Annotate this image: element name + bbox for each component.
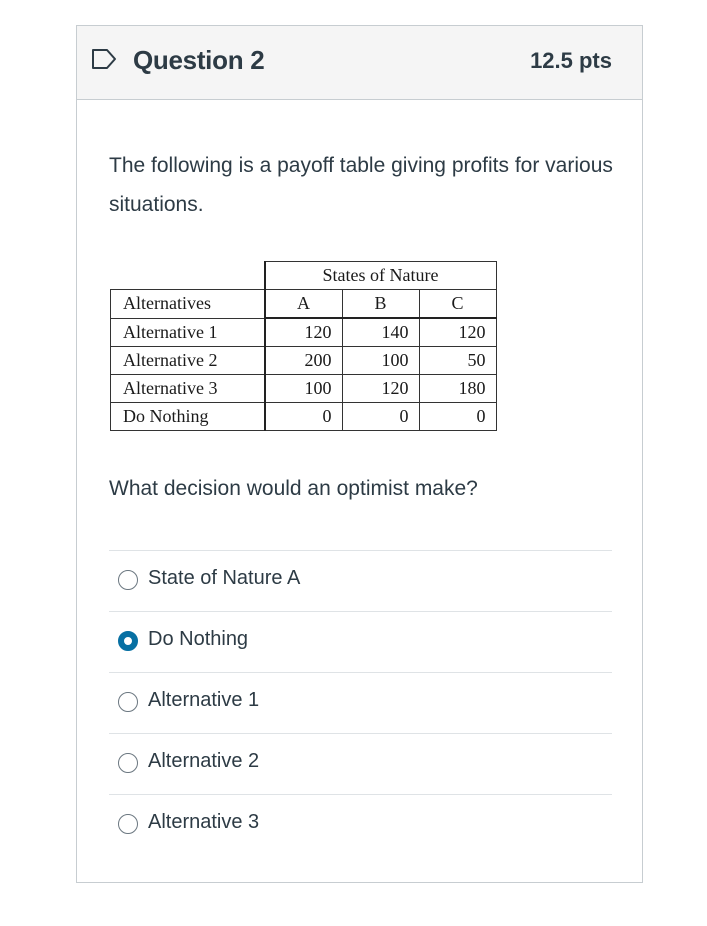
row-header: Alternatives (111, 290, 265, 319)
answer-list (109, 550, 612, 855)
answer-label[interactable]: Do Nothing (148, 628, 249, 650)
payoff-cell: 0 (419, 403, 496, 431)
bookmark-flag-icon[interactable] (91, 48, 117, 70)
table-row (111, 403, 497, 431)
payoff-cell: 50 (419, 347, 496, 375)
alternative-name: Do Nothing (111, 403, 265, 431)
question-text: The following is a payoff table giving profits for various situations. (109, 154, 613, 216)
question-header (77, 26, 642, 100)
answer-option-state-of-nature-a[interactable] (109, 550, 612, 611)
radio-button[interactable] (118, 814, 138, 834)
payoff-cell: 180 (419, 375, 496, 403)
table-row (111, 318, 497, 347)
state-header: C (419, 290, 496, 319)
alternative-name: Alternative 3 (111, 375, 265, 403)
answer-option-alternative-2[interactable] (109, 733, 612, 794)
payoff-cell: 100 (342, 347, 419, 375)
question-card (76, 25, 643, 883)
question-prompt: What decision would an optimist make? (109, 477, 478, 500)
answer-option-do-nothing[interactable] (109, 611, 612, 672)
alternative-name: Alternative 1 (111, 318, 265, 347)
answer-option-alternative-3[interactable] (109, 794, 612, 855)
question-points: 12.5 pts (530, 48, 612, 73)
radio-button-selected[interactable] (118, 631, 138, 651)
radio-button[interactable] (118, 753, 138, 773)
answer-label[interactable]: Alternative 3 (148, 811, 260, 833)
table-row (111, 262, 497, 290)
table-row (111, 347, 497, 375)
table-row (111, 290, 497, 319)
payoff-cell: 140 (342, 318, 419, 347)
payoff-cell: 0 (342, 403, 419, 431)
payoff-table (110, 261, 497, 431)
payoff-cell: 120 (342, 375, 419, 403)
radio-button[interactable] (118, 570, 138, 590)
payoff-cell: 120 (265, 318, 343, 347)
state-header: B (342, 290, 419, 319)
payoff-cell: 200 (265, 347, 343, 375)
table-row (111, 375, 497, 403)
payoff-cell: 100 (265, 375, 343, 403)
answer-label[interactable]: Alternative 2 (148, 750, 260, 772)
answer-option-alternative-1[interactable] (109, 672, 612, 733)
group-header: States of Nature (265, 262, 497, 290)
question-title: Question 2 (133, 45, 265, 75)
payoff-cell: 0 (265, 403, 343, 431)
answer-label[interactable]: State of Nature A (148, 567, 301, 589)
alternative-name: Alternative 2 (111, 347, 265, 375)
state-header: A (265, 290, 343, 319)
answer-label[interactable]: Alternative 1 (148, 689, 260, 711)
radio-button[interactable] (118, 692, 138, 712)
payoff-cell: 120 (419, 318, 496, 347)
